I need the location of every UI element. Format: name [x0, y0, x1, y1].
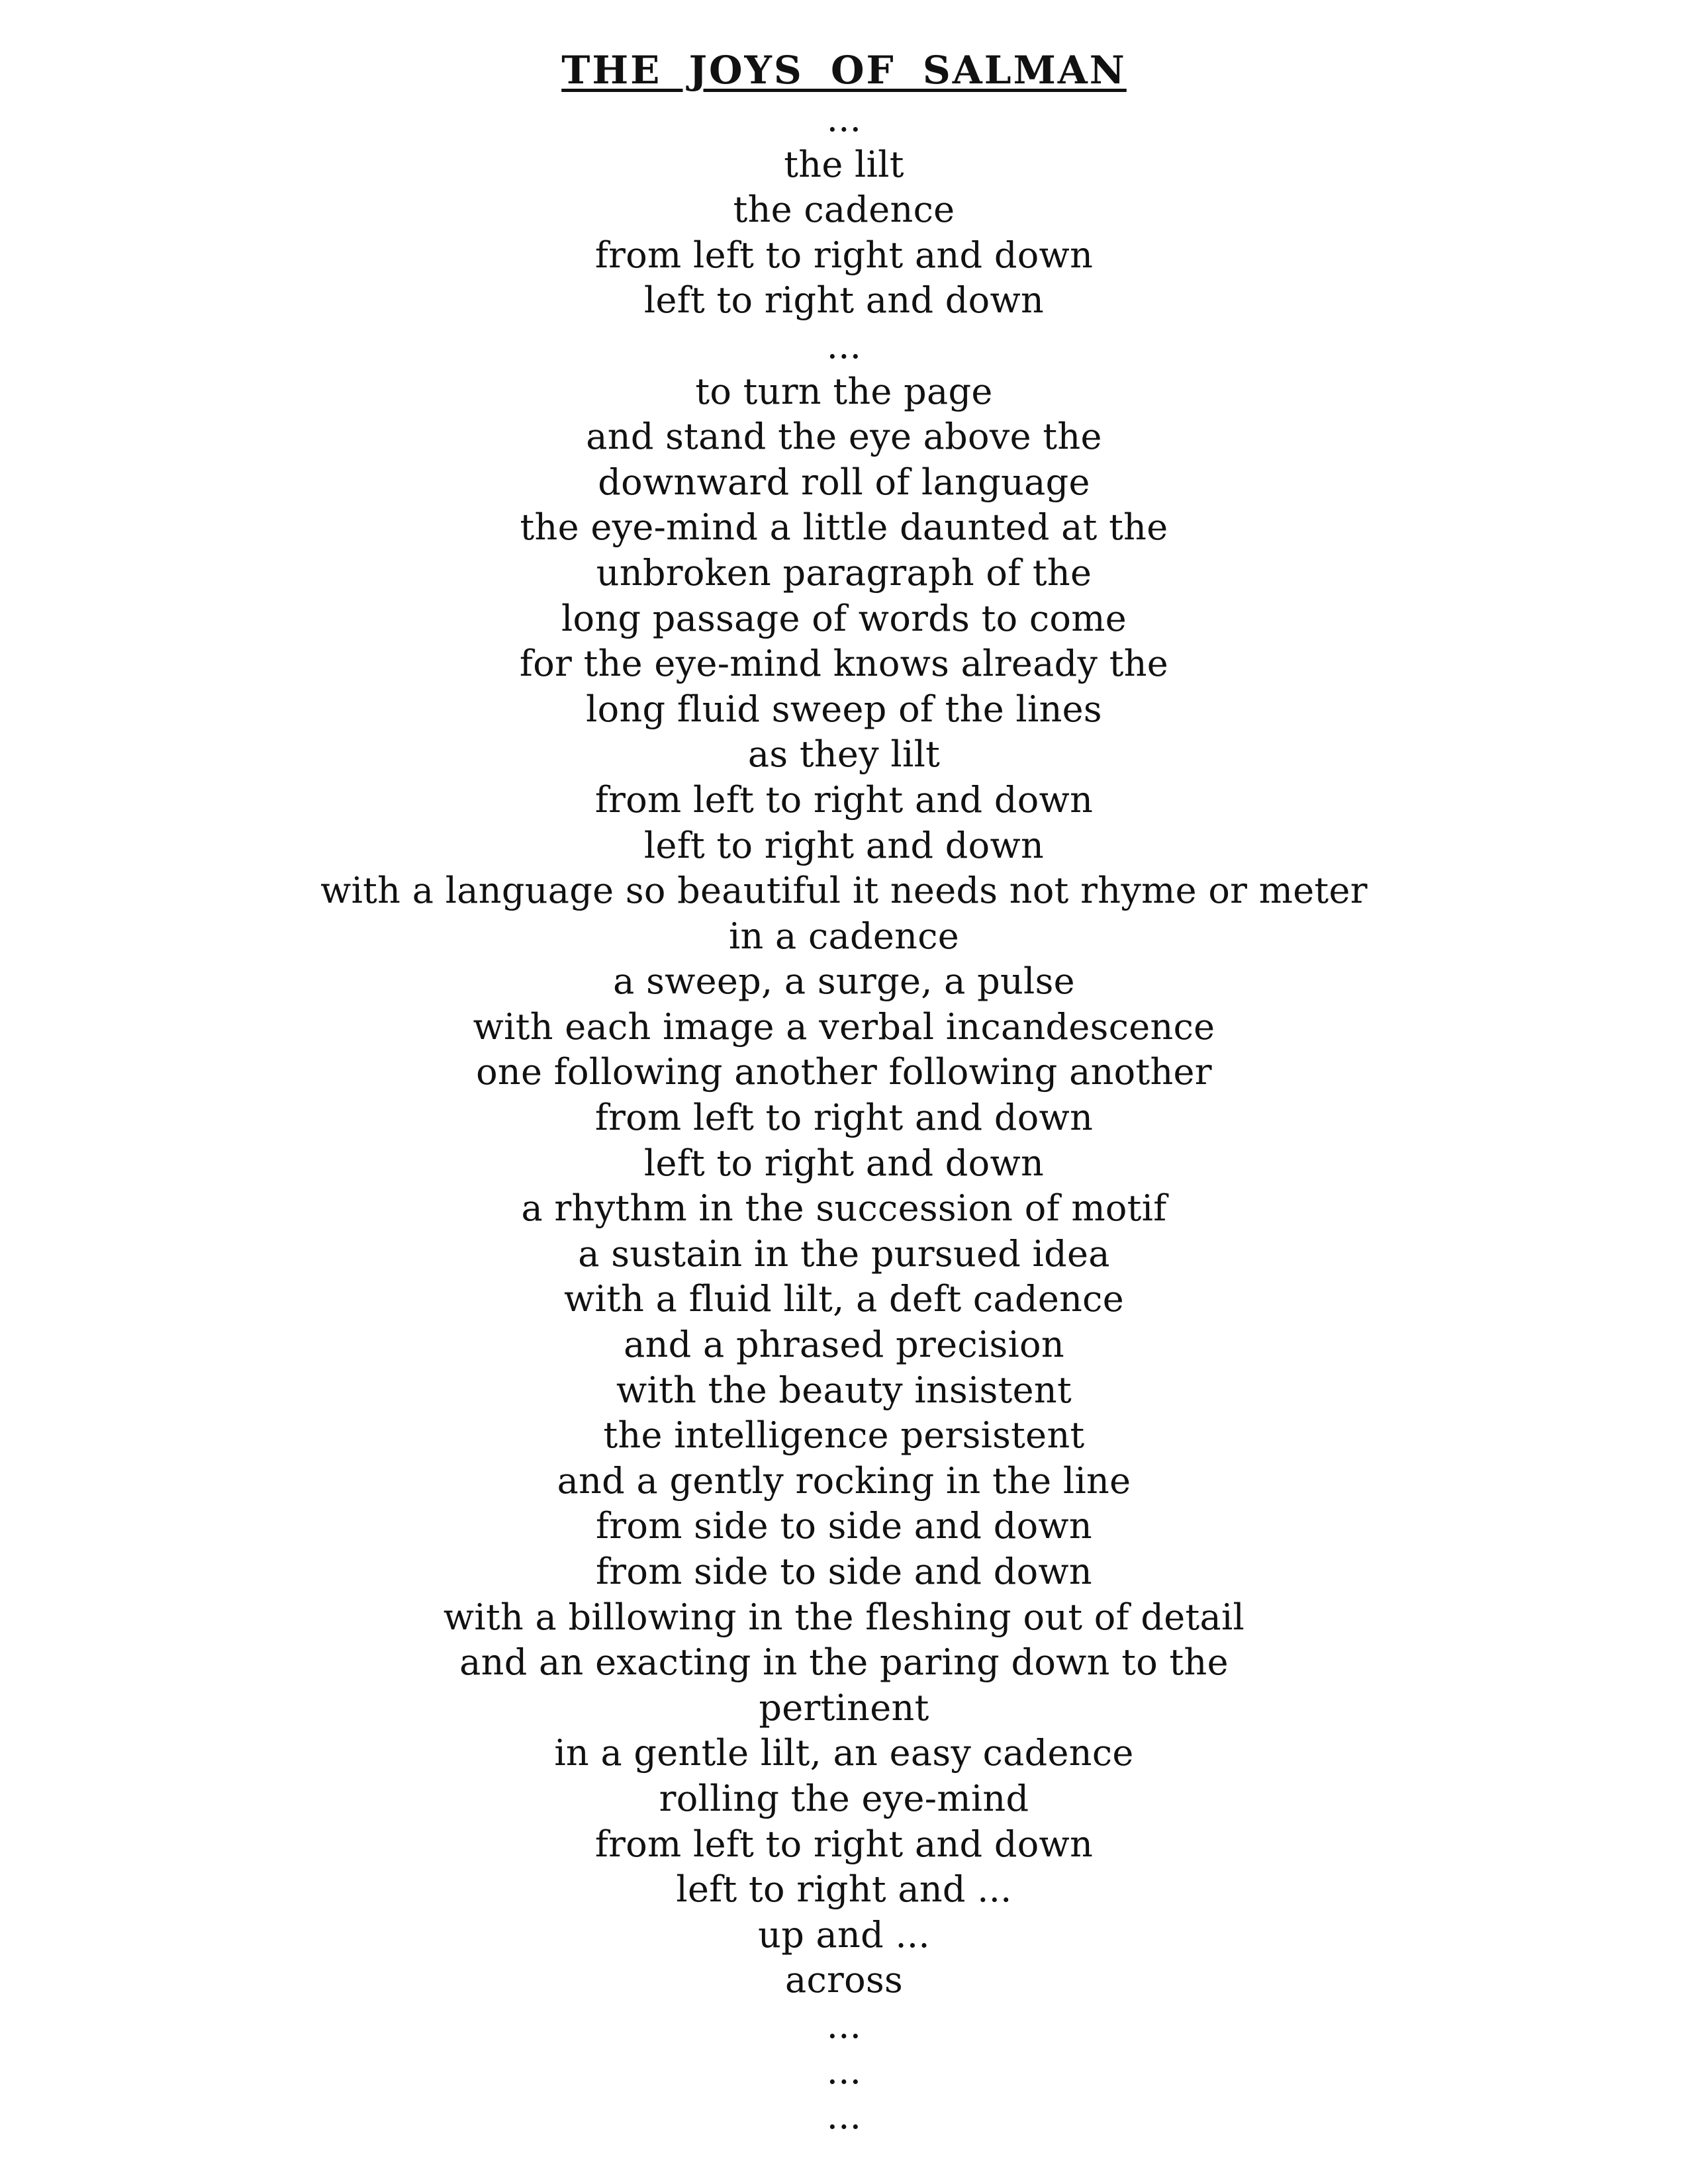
poem-line: a rhythm in the succession of motif [521, 1187, 1167, 1230]
poem-line: rolling the eye-mind [659, 1777, 1029, 1819]
poem-line: with each image a verbal incandescence [473, 1005, 1215, 1048]
poem-line: unbroken paragraph of the [596, 551, 1092, 594]
poem [0, 44, 1688, 2140]
poem-line: from left to right and down [594, 778, 1094, 821]
poem-line: long passage of words to come [561, 597, 1127, 639]
poem-line: ... [826, 98, 862, 140]
poem-line: long fluid sweep of the lines [586, 688, 1102, 730]
poem-line: pertinent [759, 1686, 929, 1729]
poem-line: from side to side and down [596, 1551, 1092, 1592]
poem-line: with a fluid lilt, a deft cadence [564, 1278, 1124, 1320]
poem-line: left to right and ... [676, 1868, 1012, 1911]
poem-line: and an exacting in the paring down to the [459, 1641, 1229, 1684]
poem-line: ... [826, 2095, 862, 2138]
poem-line: from left to right and down [594, 1823, 1094, 1865]
poem-line: with a billowing in the fleshing out of detail [443, 1596, 1245, 1638]
poem-line: across [785, 1959, 903, 2001]
poem-line: a sweep, a surge, a pulse [613, 960, 1075, 1003]
poem-line: downward roll of language [598, 461, 1090, 503]
poem-line: from side to side and down [596, 1505, 1092, 1547]
poem-line: the intelligence persistent [603, 1414, 1085, 1457]
poem-title: THE JOYS OF SALMAN [561, 48, 1127, 93]
poem-line: in a gentle lilt, an easy cadence [554, 1732, 1134, 1774]
poem-line: up and ... [758, 1913, 930, 1956]
poem-line: ... [826, 324, 862, 367]
poem-line: in a cadence [728, 915, 960, 957]
poem-line: with the beauty insistent [616, 1369, 1072, 1411]
poem-line: the cadence [733, 189, 955, 231]
poem-line: one following another following another [476, 1051, 1212, 1093]
poem-lines [0, 97, 1688, 2140]
poem-line: ... [826, 2050, 862, 2092]
poem-line: and a gently rocking in the line [557, 1459, 1131, 1502]
poem-line: and stand the eye above the [586, 416, 1102, 458]
poem-line: and a phrased precision [624, 1324, 1064, 1366]
poem-line: left to right and down [643, 279, 1045, 322]
poem-line: a sustain in the pursued idea [578, 1232, 1110, 1275]
poem-line: ... [826, 2004, 862, 2046]
poem-line: from left to right and down [594, 234, 1094, 276]
poem-line: for the eye-mind knows already the [519, 643, 1169, 685]
poem-line: the lilt [784, 143, 904, 185]
poem-line: from left to right and down [594, 1097, 1094, 1139]
poem-line: as they lilt [747, 733, 941, 776]
poem-line: with a language so beautiful it needs not rhyme or meter [320, 870, 1368, 912]
poem-line: the eye-mind a little daunted at the [520, 506, 1168, 549]
poem-line: left to right and down [643, 824, 1045, 866]
poem-line: left to right and down [643, 1142, 1045, 1184]
poem-line: to turn the page [695, 370, 993, 412]
